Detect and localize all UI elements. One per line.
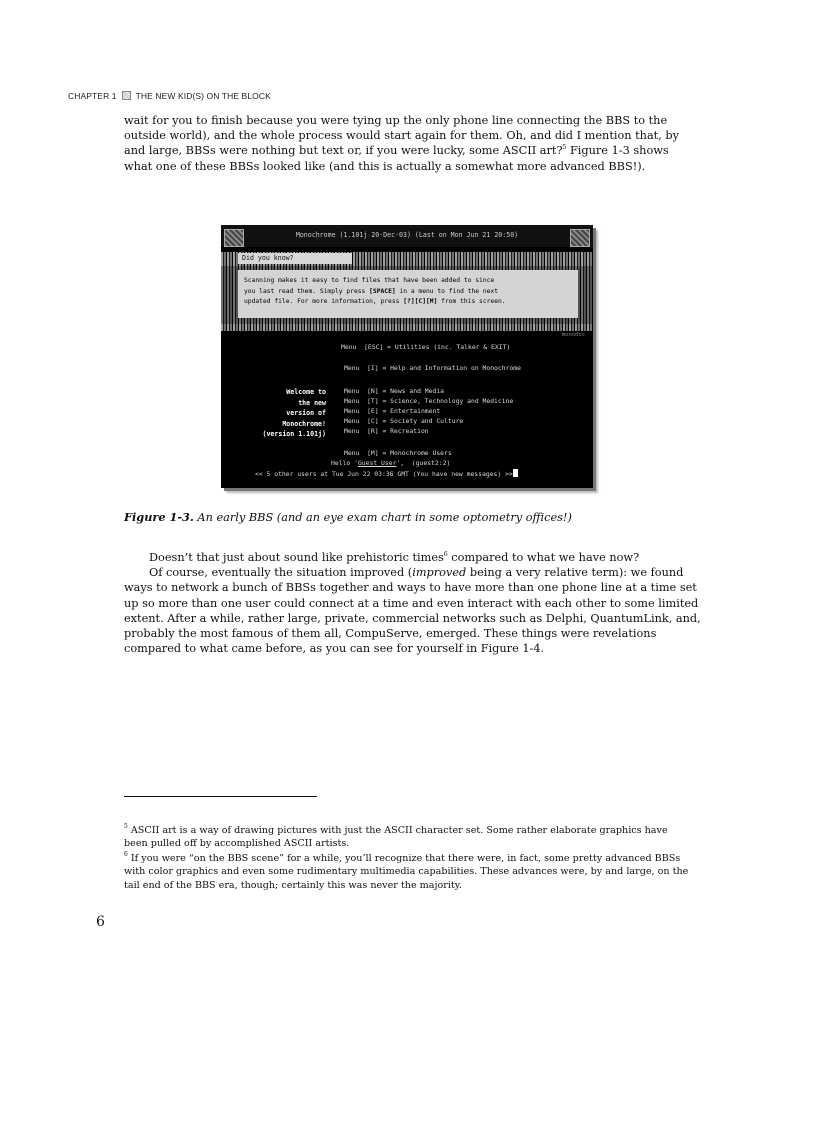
figure-caption <box>124 510 572 524</box>
cursor-icon <box>513 469 518 477</box>
menu-esc[interactable]: Menu [ESC] = Utilities (inc. Talker & EXIT) <box>341 343 511 351</box>
footnote-6-number: 6 <box>124 851 128 858</box>
hello-line <box>331 459 450 467</box>
caption-text: An early BBS (and an eye exam chart in some optometry offices!) <box>193 511 572 524</box>
status-line <box>255 469 518 478</box>
footnote-ref-6[interactable]: 6 <box>443 551 448 558</box>
para2-emphasis: improved <box>412 566 467 580</box>
tip-line-3a: updated file. For more information, press <box>244 298 404 305</box>
paragraph-bbs-text <box>124 113 684 174</box>
running-header <box>68 91 271 101</box>
welcome-line-3: version of <box>286 409 326 417</box>
footnote-5-number: 5 <box>124 823 128 830</box>
terminal-title: Monochrome (1.101j 20-Dec-03) (Last on Mon Jun 21 20:50) <box>295 231 519 239</box>
menu-science[interactable]: Menu [T] = Science, Technology and Medicine <box>344 397 514 405</box>
welcome-line-5: (version 1.101j) <box>262 430 326 438</box>
menu-help[interactable]: Menu [I] = Help and Information on Monochrome <box>344 364 521 372</box>
para2-s1a: Doesn’t that just about sound like prehistoric times <box>149 551 444 564</box>
hello-user: Guest User <box>357 459 397 467</box>
tip-line-3 <box>244 297 578 308</box>
menu-entertainment[interactable]: Menu [E] = Entertainment <box>344 407 441 415</box>
para2-s1b: compared to what we have now? <box>447 551 640 564</box>
welcome-line-4: Monochrome! <box>282 419 326 428</box>
key-help: [?][C][M] <box>403 298 438 305</box>
menu-society[interactable]: Menu [C] = Society and Culture <box>344 417 464 425</box>
tip-line-1: Scanning makes it easy to find files that have been added to since <box>244 277 495 284</box>
menu-recreation[interactable]: Menu [R] = Recreation <box>344 427 429 435</box>
para2-sentence-1 <box>124 550 704 565</box>
page-number: 6 <box>96 914 105 930</box>
paragraph-networks <box>124 550 704 656</box>
hello-suffix: ', (guest2:2) <box>396 459 451 467</box>
art-signature: monodoc <box>561 332 585 338</box>
tip-line-2b: in a menu to find the next <box>395 287 499 295</box>
footnote-6 <box>124 852 694 892</box>
para1-text-a: wait for you to finish because you were tying up the only phone line connecting the BBS to the outside world), and the whole process would start again for them. Oh, and did I mention that, by and large, BBSs were nothing but text or, if you were lucky, some ASCII art? <box>124 114 680 158</box>
menu-news[interactable]: Menu [N] = News and Media <box>344 387 445 395</box>
tip-line-3b: from this screen. <box>437 298 506 305</box>
tip-panel <box>238 270 578 318</box>
tip-line-2a: you last read them. Simply press <box>244 287 370 295</box>
tip-line-2 <box>244 287 578 298</box>
did-you-know-label: Did you know? <box>238 253 352 264</box>
footnote-6-text: If you were “on the BBS scene” for a while, you’ll recognize that there were, in fact, some pretty advanced BBSs with color graphics and even some rudimentary multimedia capabilities. These advances were, by and large, on the tail end of the BBS era, though; certainly this was never the majority. <box>124 853 689 891</box>
footnote-ref-5[interactable]: 5 <box>562 144 567 152</box>
ascii-art-band-bottom <box>221 324 593 331</box>
hello-prefix: Hello ' <box>331 459 358 467</box>
welcome-line-1: Welcome to <box>286 388 326 396</box>
footnote-5 <box>124 824 694 851</box>
para2-sentence-2 <box>124 565 704 656</box>
chapter-label: CHAPTER 1 <box>68 91 117 101</box>
menu-users[interactable]: Menu [M] = Monochrome Users <box>344 449 452 457</box>
welcome-message <box>231 387 326 440</box>
status-text: << 5 other users at Tue Jun 22 03:36 GMT (You have new messages) >> <box>255 470 513 478</box>
para2-s2b: being a very relative term): we found ways to network a bunch of BBSs together and ways to have more than one phone line at a time set up so more than one user could connect at a time and even interact with each other to some limited extent. After a while, rather large, private, commercial networks such as Delphi, QuantumLink, and, probably the most famous of them all, CompuServe, emerged. These things were revelations compared to what came before, as you can see for yourself in Figure 1-4. <box>124 566 701 656</box>
footnote-divider <box>124 796 317 797</box>
footnote-5-text: ASCII art is a way of drawing pictures with just the ASCII character set. Some rather elaborate graphics have been pulled off by accomplished ASCII artists. <box>124 825 668 850</box>
separator-icon <box>122 91 131 100</box>
para1-text-b: Figure 1-3 shows what one of these BBSs looked like (and this is actually a somewhat more advanced BBS!). <box>124 144 669 173</box>
welcome-line-2: the new <box>298 398 326 407</box>
caption-label: Figure 1-3. <box>124 510 194 524</box>
key-space: [SPACE] <box>369 287 396 295</box>
para2-s2a: Of course, eventually the situation improved ( <box>149 566 413 580</box>
chapter-title: THE NEW KID(S) ON THE BLOCK <box>135 91 271 101</box>
bbs-screenshot-figure <box>221 225 593 488</box>
